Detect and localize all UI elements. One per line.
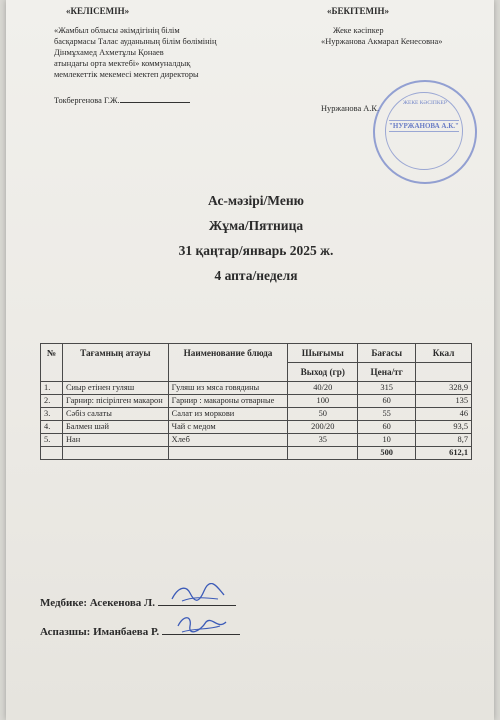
cell-no: 3. <box>41 408 63 421</box>
stamp-top-text: ЖЕКЕ КӘСІПКЕР <box>403 100 447 106</box>
cell-name-ru: Хлеб <box>168 434 288 447</box>
cell-yield: 35 <box>288 434 358 447</box>
table-header-row <box>41 344 472 363</box>
handwritten-signature-icon <box>172 612 232 636</box>
cook-signature <box>40 624 240 638</box>
cell-price: 60 <box>358 421 416 434</box>
table-row <box>41 382 472 395</box>
cell-yield: 200/20 <box>288 421 358 434</box>
cell-no: 5. <box>41 434 63 447</box>
cell-name-kz: Гарнир: пісірілген макарон <box>62 395 168 408</box>
cell-name-ru: Салат из моркови <box>168 408 288 421</box>
cell-kcal: 46 <box>416 408 472 421</box>
table-row <box>41 408 472 421</box>
approval-left-line: басқармасы Талас ауданының білім бөлімінің <box>54 37 217 46</box>
menu-titles <box>6 188 500 288</box>
cell-price: 60 <box>358 395 416 408</box>
header-name-ru: Наименование блюда <box>168 344 288 382</box>
cell-no: 1. <box>41 382 63 395</box>
cell-name-kz: Сәбіз салаты <box>62 408 168 421</box>
medic-signature-line <box>158 595 236 606</box>
header-kcal: Ккал <box>416 344 472 363</box>
header-price-ru: Цена/тг <box>358 363 416 382</box>
cook-label: Аспазшы: Иманбаева Р. <box>40 626 160 638</box>
total-kcal: 612,1 <box>416 447 472 460</box>
menu-table <box>40 343 472 460</box>
cell-yield: 40/20 <box>288 382 358 395</box>
cell-price: 10 <box>358 434 416 447</box>
approval-left-line: Дінмұхамед Ахметұлы Қонаев <box>54 48 164 57</box>
approval-right-line: Жеке кәсіпкер <box>333 26 384 35</box>
cell-price: 315 <box>358 382 416 395</box>
menu-day: Жұма/Пятница <box>208 218 304 233</box>
handwritten-signature-icon <box>168 583 228 607</box>
approval-left-line: мемлекеттік мекемесі мектеп директоры <box>54 70 199 79</box>
approval-right-signature: Нуржанова А.К. <box>321 104 380 113</box>
cell-name-ru: Гарнир : макароны отварные <box>168 395 288 408</box>
cell-empty <box>288 447 358 460</box>
approval-left-signature: Токбергенова Г.Ж. <box>54 96 120 105</box>
cell-name-kz: Балмен шәй <box>62 421 168 434</box>
totals-row <box>41 447 472 460</box>
approval-right-header: «БЕКІТЕМІН» <box>327 6 389 16</box>
medic-signature <box>40 595 236 609</box>
approval-left <box>54 6 216 106</box>
cell-name-kz: Сиыр етінен гуляш <box>62 382 168 395</box>
cell-empty <box>41 447 63 460</box>
approval-left-line: атындағы орта мектебі» коммуналдық <box>54 59 191 68</box>
menu-date: 31 қаңтар/январь 2025 ж. <box>178 243 334 258</box>
cell-empty <box>62 447 168 460</box>
cell-yield: 50 <box>288 408 358 421</box>
medic-label: Медбике: Асекенова Л. <box>40 597 155 609</box>
header-name-kz: Тағамның атауы <box>62 344 168 382</box>
cell-price: 55 <box>358 408 416 421</box>
cell-kcal: 135 <box>416 395 472 408</box>
official-stamp <box>373 80 477 184</box>
table-row <box>41 434 472 447</box>
cell-kcal: 8,7 <box>416 434 472 447</box>
cell-name-kz: Нан <box>62 434 168 447</box>
header-no: № <box>41 344 63 382</box>
header-yield-ru: Выход (гр) <box>288 363 358 382</box>
cell-empty <box>168 447 288 460</box>
stamp-center-text: "НУРЖАНОВА А.К." <box>389 122 459 130</box>
table-row <box>41 421 472 434</box>
approval-left-signature-line <box>54 94 216 106</box>
table-row <box>41 395 472 408</box>
cell-kcal: 328,9 <box>416 382 472 395</box>
header-price-kz: Бағасы <box>358 344 416 363</box>
cell-no: 4. <box>41 421 63 434</box>
cell-yield: 100 <box>288 395 358 408</box>
cell-name-ru: Чай с медом <box>168 421 288 434</box>
total-price: 500 <box>358 447 416 460</box>
menu-title: Ас-мәзірі/Меню <box>208 193 304 208</box>
signature-underline <box>120 94 190 103</box>
cell-kcal: 93,5 <box>416 421 472 434</box>
approval-left-header: «КЕЛІСЕМІН» <box>66 6 130 16</box>
cell-no: 2. <box>41 395 63 408</box>
header-kcal-empty <box>416 363 472 382</box>
header-yield-kz: Шығымы <box>288 344 358 363</box>
cook-signature-line <box>162 624 240 635</box>
cell-name-ru: Гуляш из мяса говядины <box>168 382 288 395</box>
approval-right-line: «Нуржанова Акмарал Кенесовна» <box>321 37 443 46</box>
approval-left-line: «Жамбыл облысы әкімдігінің білім <box>54 26 180 35</box>
menu-week: 4 апта/неделя <box>214 268 298 283</box>
